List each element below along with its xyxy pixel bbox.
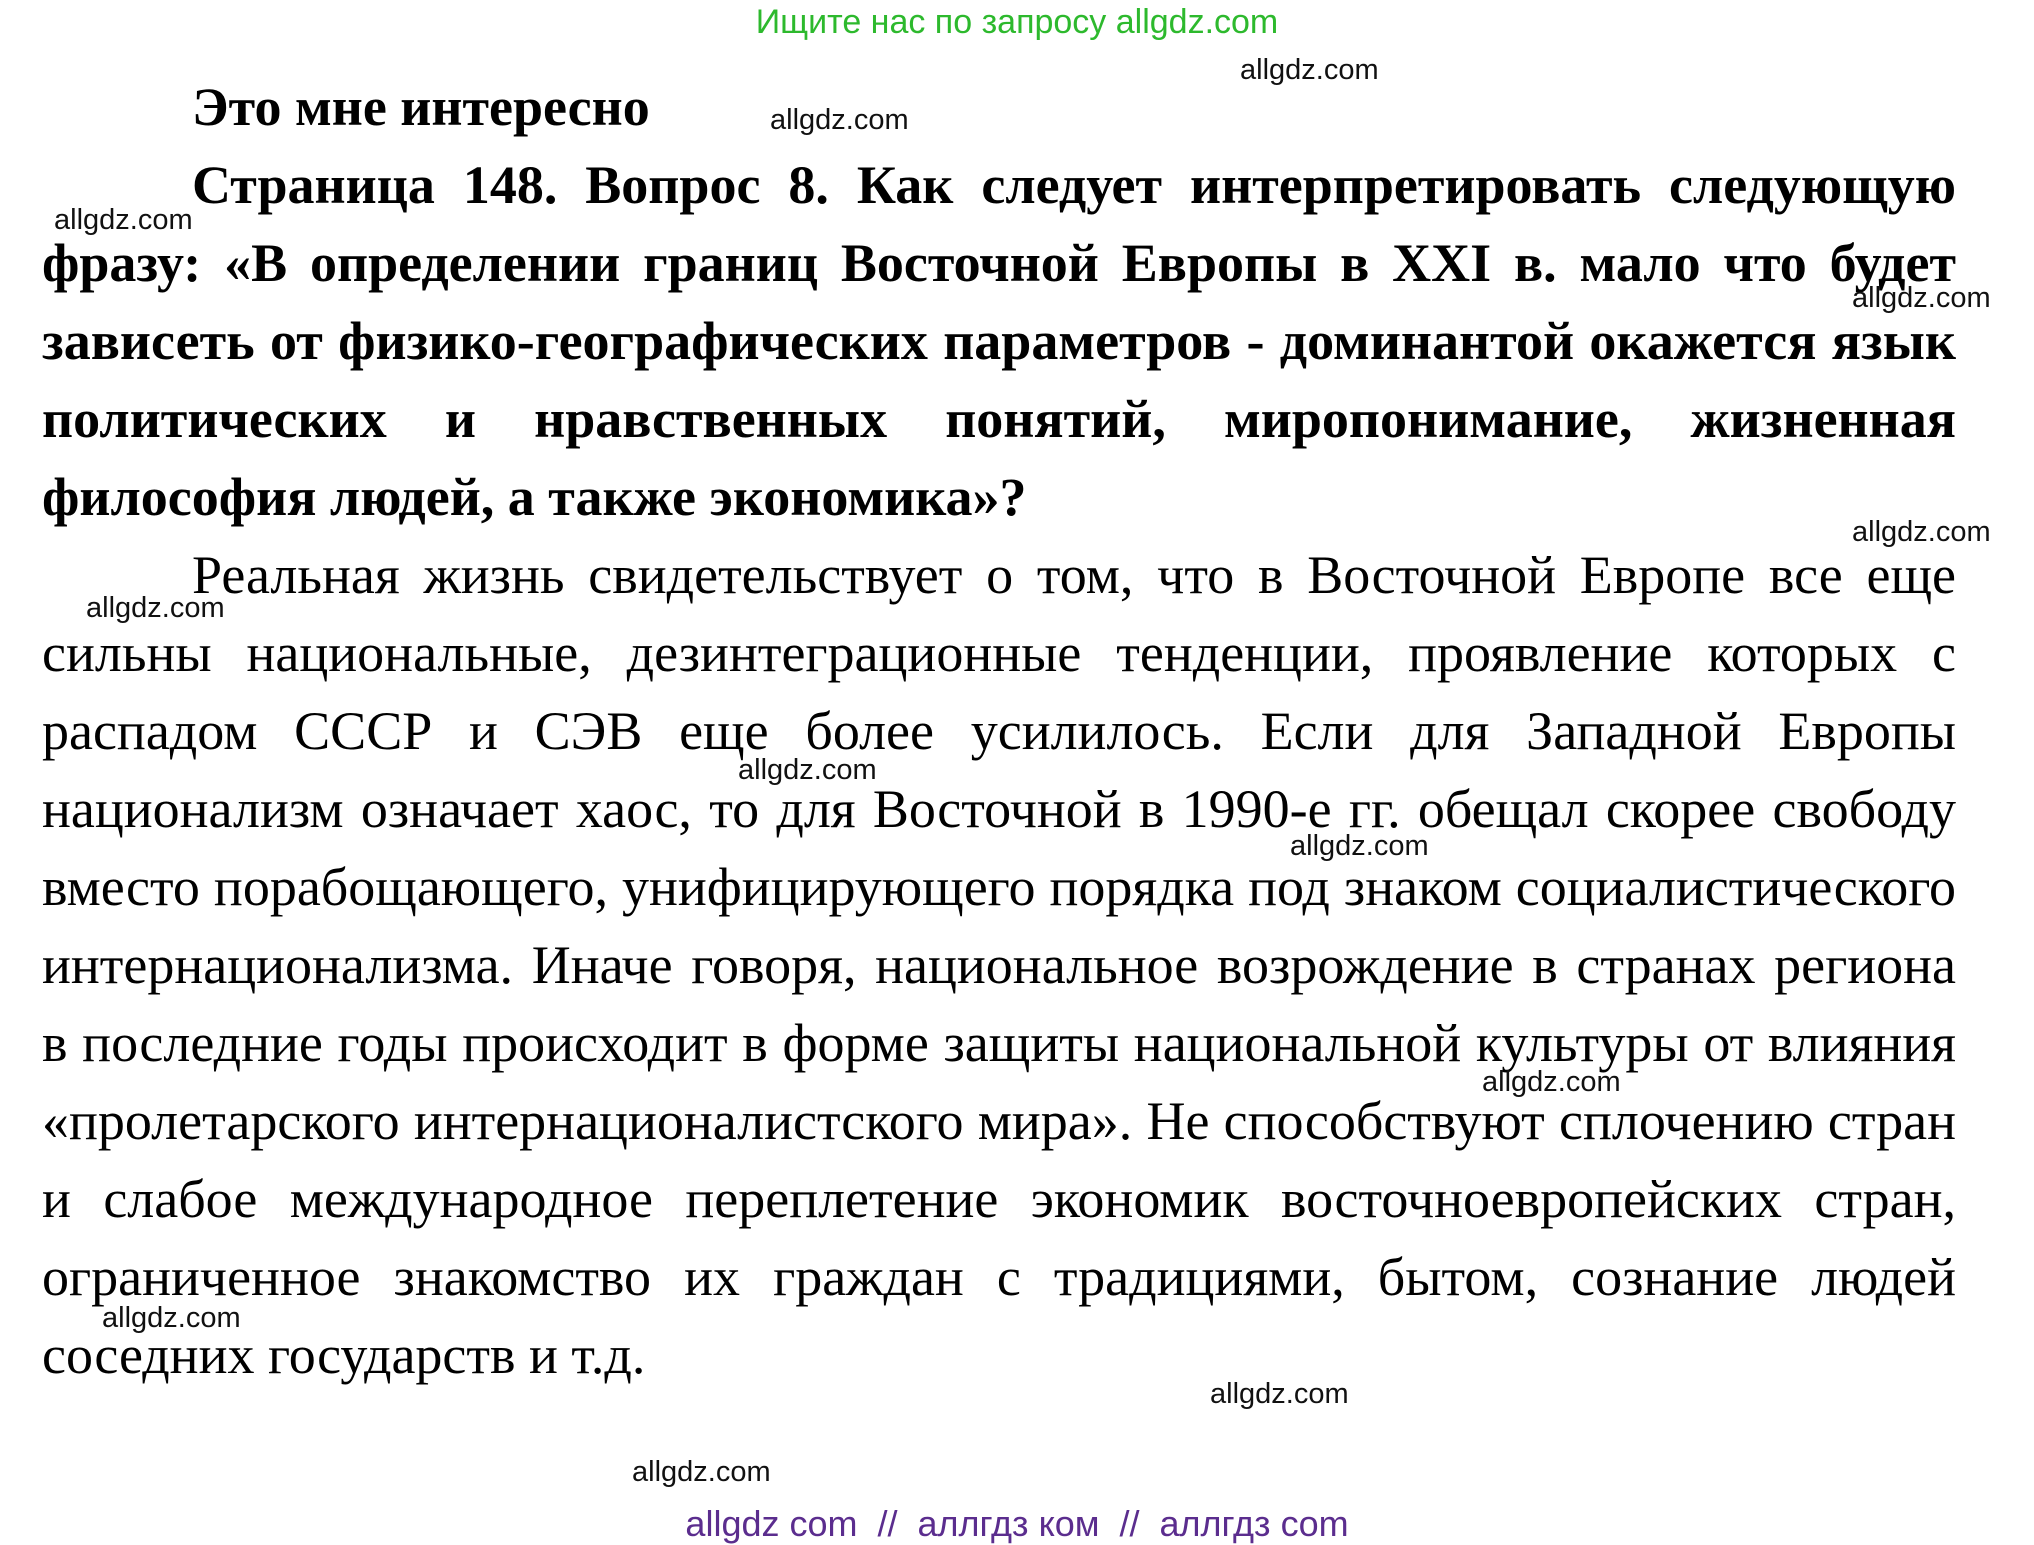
watermark: allgdz.com bbox=[1852, 282, 1991, 314]
watermark: allgdz.com bbox=[1240, 54, 1379, 86]
bottom-banner-text: allgdz com // аллгдз ком // аллгдз com bbox=[685, 1503, 1349, 1544]
watermark: allgdz.com bbox=[1852, 516, 1991, 548]
watermark: allgdz.com bbox=[1482, 1066, 1621, 1098]
section-heading: Это мне интересно bbox=[192, 77, 650, 137]
watermark: allgdz.com bbox=[1210, 1378, 1349, 1410]
watermark: allgdz.com bbox=[86, 592, 225, 624]
watermark: allgdz.com bbox=[738, 754, 877, 786]
watermark: allgdz.com bbox=[102, 1302, 241, 1334]
watermark: allgdz.com bbox=[1290, 830, 1429, 862]
question-text: Страница 148. Вопрос 8. Как следует интерпретировать следующую фразу: «В определении границ Восточной Европы в XXI в. мало что будет зависеть от физико-географических параметров - доминантой окажется язык политических и нравственных понятий, миропонимание, жизненная философия людей, а также экономика»? bbox=[42, 155, 1956, 527]
watermark: allgdz.com bbox=[54, 204, 193, 236]
top-banner: Ищите нас по запросу allgdz.com bbox=[755, 3, 1279, 41]
document-body bbox=[42, 68, 1956, 1394]
watermark: allgdz.com bbox=[632, 1456, 771, 1488]
watermark: allgdz.com bbox=[770, 104, 909, 136]
bottom-banner bbox=[0, 1503, 2034, 1545]
answer-text: Реальная жизнь свидетельствует о том, что в Восточной Европе все еще сильны национальные, дезинтеграционные тенденции, проявление которых с распадом СССР и СЭВ еще более усилилось. Если для Западной Европы национализм означает хаос, то для Восточной в 1990-е гг. обещал скорее свободу вместо порабощающего, унифицирующего порядка под знаком социалистического интернационализма. Иначе говоря, национальное возрождение в странах региона в последние годы происходит в форме защиты национальной культуры от влияния «пролетарского интернационалистского мира». Не способствуют сплочению стран и слабое международное переплетение экономик восточноевропейских стран, ограниченное знакомство их граждан с традициями, бытом, сознание людей соседних государств и т.д. bbox=[42, 545, 1956, 1385]
